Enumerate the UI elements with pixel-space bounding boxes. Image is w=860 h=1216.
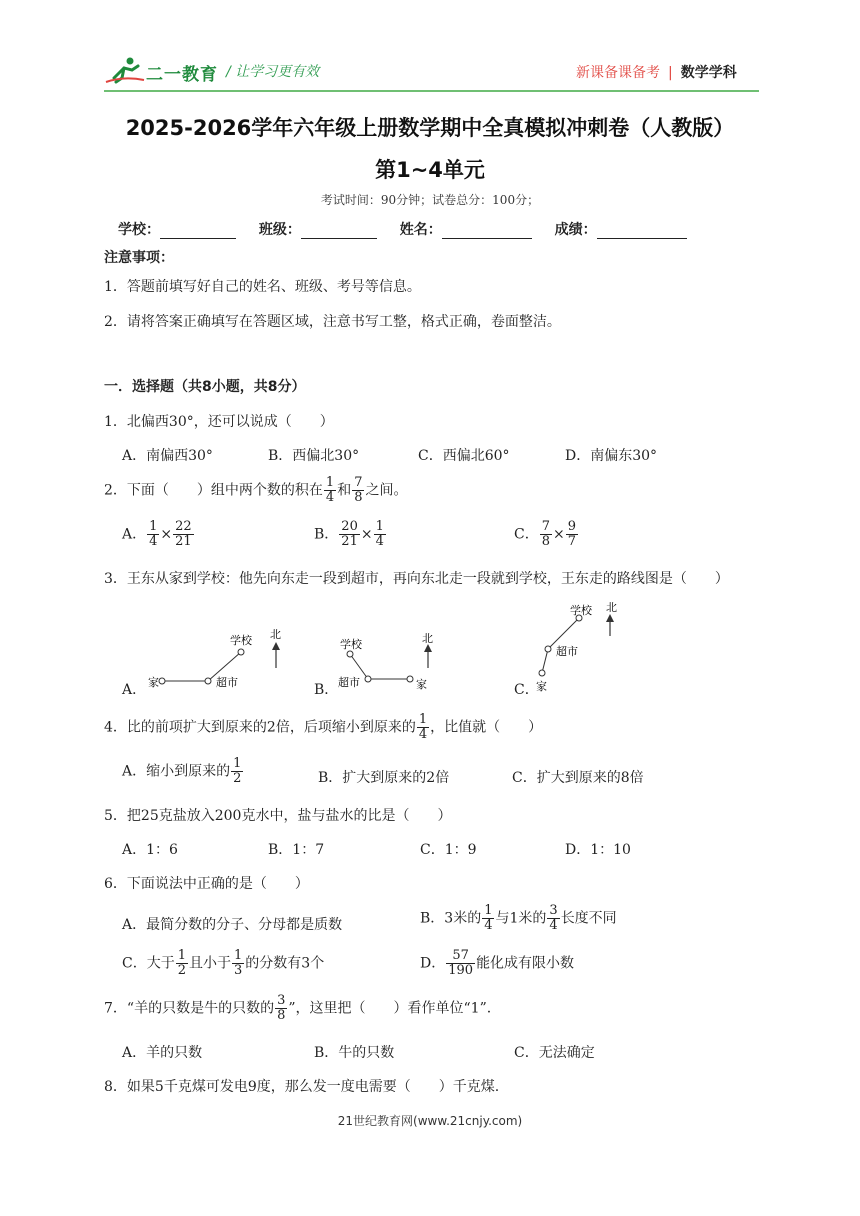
class-blank[interactable] bbox=[301, 224, 377, 239]
home-label: 家 bbox=[536, 680, 547, 693]
school-label: 学校 bbox=[340, 638, 362, 651]
header-divider bbox=[104, 90, 759, 92]
home-point bbox=[407, 676, 413, 682]
q3-option-c-label[interactable]: C． bbox=[514, 682, 539, 698]
q6-option-a[interactable]: A．最简分数的分子、分母都是质数 bbox=[122, 917, 343, 933]
header-separator: | bbox=[668, 65, 673, 81]
market-label: 超市 bbox=[216, 676, 238, 689]
home-label: 家 bbox=[148, 676, 159, 689]
market-point bbox=[205, 678, 211, 684]
question-2: 2．下面（ ）组中两个数的积在 $\frac{1}{4}$ 和 $\frac{7}{8}$ 之间。 bbox=[104, 475, 408, 505]
market-label: 超市 bbox=[556, 645, 578, 658]
q2-option-a[interactable]: A． $\frac{1}{4}$ × $\frac{22}{21}$ bbox=[122, 519, 192, 549]
q3-option-b-label[interactable]: B． bbox=[314, 682, 339, 698]
school-point bbox=[238, 649, 244, 655]
question-4: 4．比的前项扩大到原来的2倍，后项缩小到原来的 $\frac{1}{4}$ ，比值就（ ） bbox=[104, 712, 543, 742]
note-item: 2．请将答案正确填写在答题区域，注意书写工整，格式正确，卷面整洁。 bbox=[104, 314, 561, 330]
name-blank[interactable] bbox=[442, 224, 532, 239]
notes-title: 注意事项： bbox=[104, 250, 174, 266]
question-1: 1．北偏西30°，还可以说成（ ） bbox=[104, 414, 334, 430]
header-subject: 数学学科 bbox=[680, 65, 737, 81]
score-blank[interactable] bbox=[597, 224, 687, 239]
market-point bbox=[365, 676, 371, 682]
info-school: 学校： bbox=[118, 219, 236, 239]
header-tag: 新课备课备考 bbox=[576, 65, 660, 81]
info-class: 班级： bbox=[259, 219, 377, 239]
page-footer: 21世纪教育网(www.21cnjy.com) bbox=[337, 1114, 523, 1128]
school-label: 学校 bbox=[230, 634, 252, 647]
home-point bbox=[159, 678, 165, 684]
home-label: 家 bbox=[416, 678, 427, 691]
q1-option-b[interactable]: B．西偏北30° bbox=[268, 448, 360, 464]
question-5: 5．把25克盐放入200克水中，盐与盐水的比是（ ） bbox=[104, 808, 452, 824]
school-point bbox=[347, 651, 353, 657]
q7-option-c[interactable]: C．无法确定 bbox=[514, 1045, 595, 1061]
q6-option-c[interactable]: C．大于 $\frac{1}{2}$ 且小于 $\frac{1}{3}$ 的分数有3个 bbox=[122, 948, 325, 978]
school-blank[interactable] bbox=[160, 224, 236, 239]
page-title: 2025-2026学年六年级上册数学期中全真模拟冲刺卷（人教版） bbox=[125, 116, 735, 140]
q5-option-c[interactable]: C．1：9 bbox=[420, 842, 477, 858]
fraction: $\frac{3}{8}$ bbox=[277, 993, 286, 1023]
q3-option-c-diagram[interactable] bbox=[532, 598, 632, 694]
logo-icon bbox=[104, 56, 146, 88]
market-point bbox=[545, 646, 551, 652]
school-label: 学校 bbox=[570, 604, 592, 617]
north-label: 北 bbox=[606, 601, 617, 614]
north-label: 北 bbox=[422, 632, 433, 645]
student-info-row bbox=[118, 219, 705, 239]
q6-option-d[interactable]: D． $\frac{57}{190}$ 能化成有限小数 bbox=[420, 948, 575, 978]
q3-option-a-label[interactable]: A． bbox=[122, 682, 147, 698]
q7-option-a[interactable]: A．羊的只数 bbox=[122, 1045, 203, 1061]
fraction: $\frac{1}{4}$ bbox=[325, 475, 335, 505]
home-point bbox=[539, 670, 545, 676]
q5-option-a[interactable]: A．1：6 bbox=[122, 842, 178, 858]
fraction: $\frac{1}{4}$ bbox=[418, 712, 428, 742]
q4-option-c[interactable]: C．扩大到原来的8倍 bbox=[512, 770, 644, 786]
north-label: 北 bbox=[270, 628, 281, 641]
question-6: 6．下面说法中正确的是（ ） bbox=[104, 876, 309, 892]
logo-text: 二一教育 bbox=[146, 65, 218, 85]
info-score: 成绩： bbox=[555, 219, 687, 239]
slogan: / 让学习更有效 bbox=[226, 64, 320, 80]
header-right bbox=[576, 62, 737, 82]
q6-option-b[interactable]: B．3米的 $\frac{1}{4}$ 与1米的 $\frac{3}{4}$ 长度不同 bbox=[420, 903, 617, 933]
section-heading: 一．选择题（共8小题，共8分） bbox=[104, 379, 306, 395]
q2-option-c[interactable]: C． $\frac{7}{8}$ × $\frac{9}{7}$ bbox=[514, 519, 577, 549]
question-7: 7．“羊的只数是牛的只数的 $\frac{3}{8}$ ”，这里把（ ）看作单位“1”. bbox=[104, 993, 492, 1023]
market-label: 超市 bbox=[338, 676, 360, 689]
page-subtitle: 第1~4单元 bbox=[375, 158, 485, 182]
note-item: 1．答题前填写好自己的姓名、班级、考号等信息。 bbox=[104, 279, 421, 295]
q3-option-b-diagram[interactable] bbox=[332, 630, 462, 696]
q1-option-a[interactable]: A．南偏西30° bbox=[122, 448, 213, 464]
q5-option-d[interactable]: D．1：10 bbox=[565, 842, 631, 858]
q7-option-b[interactable]: B．牛的只数 bbox=[314, 1045, 395, 1061]
q2-option-b[interactable]: B． $\frac{20}{21}$ × $\frac{1}{4}$ bbox=[314, 519, 384, 549]
exam-info: 考试时间：90分钟；试卷总分：100分； bbox=[320, 193, 540, 207]
q3-option-a-diagram[interactable] bbox=[140, 622, 290, 698]
question-3: 3．王东从家到学校：他先向东走一段到超市，再向东北走一段就到学校，王东走的路线图是（ ） bbox=[104, 571, 729, 587]
question-8: 8．如果5千克煤可发电9度，那么发一度电需要（ ）千克煤. bbox=[104, 1079, 500, 1095]
info-name: 姓名： bbox=[400, 219, 532, 239]
fraction: $\frac{7}{8}$ bbox=[354, 475, 363, 505]
q5-option-b[interactable]: B．1：7 bbox=[268, 842, 325, 858]
q1-option-c[interactable]: C．西偏北60° bbox=[418, 448, 510, 464]
q1-option-d[interactable]: D．南偏东30° bbox=[565, 448, 658, 464]
q4-option-b[interactable]: B．扩大到原来的2倍 bbox=[318, 770, 450, 786]
q4-option-a[interactable]: A．缩小到原来的 $\frac{1}{2}$ bbox=[122, 756, 242, 786]
